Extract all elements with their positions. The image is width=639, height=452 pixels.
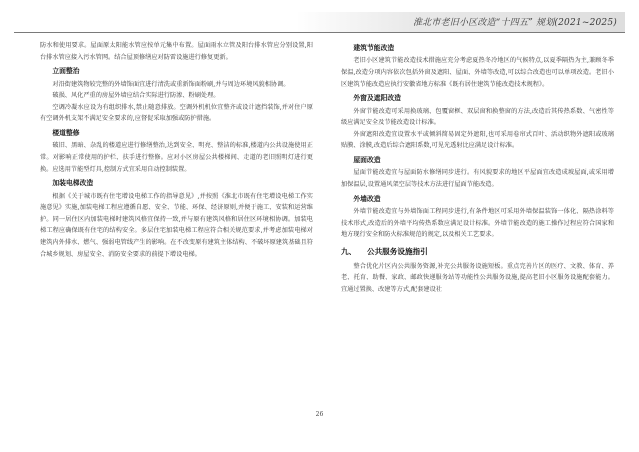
- section-number: 九、: [341, 246, 357, 256]
- body-paragraph: 破旧、黑暗、杂乱的楼道应进行修缮整治,达到安全、明亮、整洁的标准,楼道内公共设施使用正常。对影响正常使用的护栏、扶手进行整修。应对小区房屋公共楼梯间、走道的老旧照明灯进行更换。应选用节能型灯具,控制方式宜采用自动控制装置。: [40, 142, 313, 173]
- body-paragraph: 整合优化片区内公共服务资源,补充公共服务设施短板。重点完善片区的医疗、文教、体育、养老、托育、助餐、家政、邮政快递服务站等功能性公共服务设施,提高老旧小区服务设施配套能力。宜通过置换、改建等方式,配套建设社: [341, 262, 614, 293]
- subsection-heading: 屋面改造: [353, 155, 381, 164]
- body-paragraph: 外墙节能改造宜与外墙饰面工程同步进行,有条件地区可采用外墙保温装饰一体化、隔热涂料等技术形式,改造后的外墙平均传热系数应满足设计标准。外墙节能改造的施工操作过程应符合国家和地方现行安全和防火标准规范的规定,以及相关工艺要求。: [341, 207, 614, 239]
- body-paragraph: 空调冷凝水应设为有组织排水,禁止随意排放。空调外机机位宜整齐或设计遮挡装饰,并对住户原有空调外机支架不满足安全要求的,应督促采取加强或防护措施。: [40, 103, 313, 123]
- section-heading: [341, 245, 614, 258]
- header-divider: [14, 32, 625, 33]
- right-column: [341, 40, 614, 296]
- subsection-heading: 立面整治: [52, 67, 80, 76]
- body-paragraph: 屋面节能改造宜与屋面防水修缮同步进行。有风貌要求的地区平屋面宜改造成坡屋面,或采用增加保温层,设置通风架空层等技术方法进行屋面节能改造。: [341, 169, 614, 188]
- body-paragraph: 对沿街建筑物较完整的外墙饰面宜进行清洗或重新饰面粉刷,并与周边环境风貌相协调。: [52, 80, 290, 88]
- section-heading-text: 公共服务设施指引: [367, 246, 428, 256]
- page-number: 26: [315, 411, 324, 418]
- running-header-title: 淮北市老旧小区改造“十四五” 规划(2021~2025): [412, 18, 617, 28]
- body-paragraph: 外窗遮阳改造宜设置水平或倾斜简易固定外遮阳,也可采用卷帘式百叶、活动织物外遮阳或玻璃贴膜、涂膜,改造后综合遮阳系数,可见光透射比应满足设计标准。: [341, 130, 614, 150]
- body-paragraph: 外窗节能改造可采用换玻璃、包覆窗框、双层窗和换整窗的方法,改造后其传热系数、气密性等级应满足安全及节能改造设计标准。: [341, 107, 614, 127]
- body-paragraph: 防水和使用要求。屋面原太阳能水管应按单元集中布置。屋面雨水立管及阳台排水管应分别设置,阳台排水管应接入污水管网。结合屋顶修缮应对防雷设施进行修复更新。: [40, 42, 313, 61]
- body-paragraph: 根据《关于城市既有住宅增设电梯工作的指导意见》,并按照《淮北市既有住宅增设电梯工作实施意见》实施,加装电梯工程应遵循自愿、安全、节能、环保、经济原则,并便于施工、安装和运营维护。同一居住区内加装电梯时建筑风格宜保持一致,并与原有建筑风格和居住区环境相协调。加装电梯工程应确保既有住宅的结构安全。多层住宅加装电梯工程应符合相关规范要求,并考虑加装电梯对建筑内外排水、燃气、强弱电管线产生的影响。在不改变原有建筑主体结构、不破坏原建筑基础且符合城乡规划、房屋安全、消防安全要求的前提下增设电梯。: [40, 192, 313, 258]
- left-column: [40, 40, 313, 260]
- subsection-heading: 加装电梯改造: [52, 179, 94, 188]
- body-paragraph: 老旧小区建筑节能改造技术措施应充分考虑夏热冬冷地区的气候特点,以夏季隔热为主,兼顾冬季保温,改造分项内容依次包括外窗及遮阳、屋面、外墙等改造,可以综合改造也可以单项改造。老旧小区建筑节能改造应执行安徽省地方标准《既有居住建筑节能改造技术规程》。: [341, 57, 614, 88]
- subsection-heading: 外窗及遮阳改造: [353, 94, 401, 103]
- body-paragraph: 破损、风化严重的房屋外墙应结合实际进行防渗、粉刷处理。: [52, 92, 220, 100]
- subsection-heading: 建筑节能改造: [353, 44, 395, 52]
- subsection-heading: 楼道整修: [52, 128, 80, 137]
- subsection-heading: 外墙改造: [353, 194, 381, 203]
